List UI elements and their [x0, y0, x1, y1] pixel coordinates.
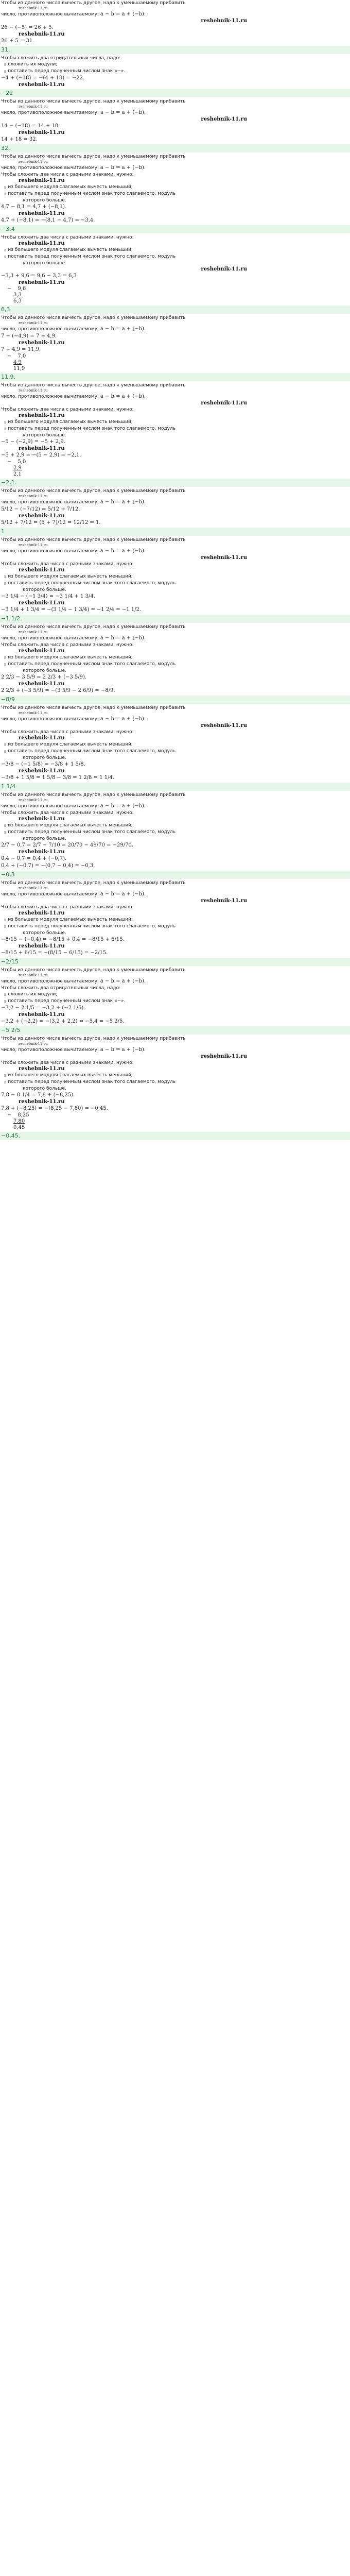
equation-line: −3,2 + (−2,2) = −(3,2 + 2,2) = −5,4 = −5 2/5. [1, 1019, 125, 1024]
watermark-small: reshebnik-11.ru [19, 543, 48, 547]
rule-formula: a − b = a + (−b). [100, 110, 146, 115]
watermark-line [0, 211, 350, 217]
column-value: 5,0 [18, 459, 26, 465]
watermark-line [0, 400, 350, 406]
rule-text: Чтобы из данного числа вычесть другое, надо к уменьшаемому прибавить [1, 154, 186, 159]
rule-text [0, 164, 350, 172]
rule-bullet: ▯ из большего модуля слагаемых вычесть меньший; [0, 741, 350, 748]
rule-text: Чтобы из данного числа вычесть другое, надо к уменьшаемому прибавить [1, 1036, 186, 1041]
watermark-line [0, 555, 350, 561]
column-calculation [0, 286, 350, 304]
solution-4 [0, 154, 350, 233]
watermark-line [0, 723, 350, 729]
watermark-line [0, 816, 350, 822]
rule-text [0, 635, 350, 642]
watermark-small: reshebnik-11.ru [19, 388, 48, 393]
subtraction-rule [0, 1036, 350, 1054]
watermark-line [0, 178, 350, 184]
answer-band: 31. [0, 46, 350, 54]
column-value: 9,6 [18, 286, 26, 292]
equation-line: 2 2/3 − 3 5/9 = 2 2/3 + (−3 5/9). [1, 674, 87, 680]
rule-text-part: число, противоположное вычитаемому: [1, 165, 100, 171]
column-value: 0,45 [13, 1125, 25, 1130]
answer-band: 32. [0, 144, 350, 152]
watermark: reshebnik-11.ru [201, 18, 247, 24]
equation-line: 26 + 5 = 31. [1, 38, 34, 44]
watermark-small: reshebnik-11.ru [19, 1042, 48, 1046]
rule-text: Чтобы сложить два отрицательных числа, надо: [1, 986, 121, 991]
equation-line: −3/8 − (−1 5/8) = −3/8 + 1 5/8. [1, 761, 85, 767]
equation-line: −8/15 + 6/15 = −(8/15 − 6/15) = −2/15. [1, 950, 108, 956]
different-signs-rule [0, 1060, 350, 1092]
column-row [7, 298, 350, 304]
watermark: reshebnik-11.ru [19, 768, 65, 774]
watermark: reshebnik-11.ru [201, 400, 247, 406]
equation-line: 0,4 + (−0,7) = −(0,7 − 0,4) = −0,3. [1, 863, 95, 869]
watermark-line [0, 849, 350, 855]
rule-text: Чтобы из данного числа вычесть другое, надо к уменьшаемому прибавить [1, 488, 186, 494]
subtraction-rule [0, 315, 350, 333]
answer-band: −1 1/2. [0, 615, 350, 623]
rule-text: Чтобы из данного числа вычесть другое, надо к уменьшаемому прибавить [1, 1, 186, 6]
different-signs-rule [0, 561, 350, 593]
rule-text-part: число, противоположное вычитаемому: [1, 394, 100, 399]
watermark: reshebnik-11.ru [19, 816, 65, 822]
watermark-small: reshebnik-11.ru [19, 6, 48, 10]
rule-text: Чтобы сложить два числа с разными знаками, нужно: [1, 810, 134, 816]
rule-text [0, 499, 350, 506]
watermark: reshebnik-11.ru [19, 735, 65, 741]
equation-line: −5 − (−2,9) = −5 + 2,9. [1, 439, 65, 445]
solution-12 [0, 792, 350, 879]
subtraction-rule [0, 792, 350, 810]
rule-bullet: ▯ из большего модуля слагаемых вычесть меньший; [0, 247, 350, 253]
subtraction-rule [0, 537, 350, 555]
rule-text-part: число, противоположное вычитаемому: [1, 804, 100, 809]
watermark-small: reshebnik-11.ru [19, 798, 48, 802]
rule-text [0, 326, 350, 333]
watermark-small: reshebnik-11.ru [19, 886, 48, 890]
rule-text [0, 11, 350, 18]
equation-line: −3 1/4 + 1 3/4 = −(3 1/4 − 1 3/4) = −1 2/4 = −1 1/2. [1, 607, 141, 613]
rule-bullet: ▯ поставить перед полученным числом знак того слагаемого, модуль [0, 1079, 350, 1086]
answer-band: 11,9. [0, 373, 350, 381]
rule-bullet: ▯ поставить перед полученным числом знак того слагаемого, модуль [0, 829, 350, 836]
rule-bullet: ▯ поставить перед полученным числом знак того слагаемого, модуль [0, 253, 350, 260]
answer-band: −3,4 [0, 225, 350, 233]
rule-text-part: число, противоположное вычитаемому: [1, 549, 100, 554]
equation-line: 26 − (−5) = 26 + 5. [1, 25, 54, 30]
equation-line: 0,4 − 0,7 = 0,4 + (−0,7). [1, 856, 67, 861]
watermark: reshebnik-11.ru [201, 1054, 247, 1059]
answer-band: −2,1. [0, 479, 350, 487]
solution-13 [0, 880, 350, 966]
equation-line: −3/8 + 1 5/8 = 1 5/8 − 3/8 = 1 2/8 = 1 1/4. [1, 775, 114, 781]
watermark: reshebnik-11.ru [19, 340, 65, 346]
different-signs-rule [0, 729, 350, 761]
watermark: reshebnik-11.ru [19, 849, 65, 855]
rule-bullet-cont: которого больше. [23, 668, 66, 673]
rule-bullet: ▯ поставить перед полученным числом знак того слагаемого, модуль [0, 426, 350, 432]
subtraction-rule [0, 880, 350, 898]
watermark: reshebnik-11.ru [19, 211, 65, 216]
column-calculation [0, 353, 350, 372]
subtraction-rule [0, 0, 350, 18]
rule-formula: a − b = a + (−b). [100, 11, 146, 17]
rule-text [0, 548, 350, 555]
rule-formula: a − b = a + (−b). [100, 394, 146, 399]
watermark-line [0, 943, 350, 950]
watermark-line [0, 266, 350, 273]
rule-text: Чтобы сложить два числа с разными знаками, нужно: [1, 642, 134, 648]
rule-text [0, 109, 350, 116]
watermark-line [0, 241, 350, 247]
solution-14 [0, 967, 350, 1035]
column-value: 2,1 [13, 471, 22, 477]
answer-band: −2/15 [0, 958, 350, 966]
watermark-line [0, 600, 350, 606]
watermark: reshebnik-11.ru [201, 723, 247, 728]
rule-bullet: ▯ из большего модуля слагаемых вычесть меньший; [0, 419, 350, 426]
solution-8 [0, 488, 350, 536]
column-value: 2,9 [13, 465, 22, 471]
watermark-line [0, 681, 350, 687]
rule-text: Чтобы из данного числа вычесть другое, надо к уменьшаемому прибавить [1, 537, 186, 543]
equation-line: 7,8 − 8 1/4 = 7,8 + (−8,25). [1, 1092, 75, 1098]
rule-bullet: ▯ из большего модуля слагаемых вычесть меньший; [0, 654, 350, 661]
column-row [7, 292, 350, 298]
solution-9 [0, 537, 350, 623]
watermark-small: reshebnik-11.ru [19, 973, 48, 977]
different-signs-rule [0, 810, 350, 842]
watermark-line [0, 280, 350, 286]
column-row [7, 1112, 350, 1118]
watermark: reshebnik-11.ru [19, 943, 65, 949]
different-signs-rule [0, 234, 350, 266]
rule-text-part: число, противоположное вычитаемому: [1, 979, 100, 984]
column-calculation [0, 459, 350, 478]
equation-line: −3 1/4 − (−1 3/4) = −3 1/4 + 1 3/4. [1, 594, 95, 599]
rule-text: Чтобы из данного числа вычесть другое, надо к уменьшаемому прибавить [1, 968, 186, 973]
rule-text: Чтобы сложить два числа с разными знаками, нужно: [1, 407, 134, 412]
rule-bullet: ▯ из большего модуля слагаемых вычесть меньший; [0, 822, 350, 829]
watermark-small: reshebnik-11.ru [19, 160, 48, 164]
solution-3 [0, 98, 350, 152]
rule-text: Чтобы из данного числа вычесть другое, надо к уменьшаемому прибавить [1, 383, 186, 388]
column-row [7, 471, 350, 478]
column-operator: − [7, 459, 12, 465]
rule-formula: a − b = a + (−b). [100, 165, 146, 171]
rule-text: Чтобы из данного числа вычесть другое, надо к уменьшаемому прибавить [1, 624, 186, 630]
watermark: reshebnik-11.ru [19, 1012, 65, 1018]
watermark-line [0, 130, 350, 136]
negative-addition-rule [0, 985, 350, 1005]
watermark-small: reshebnik-11.ru [19, 711, 48, 715]
rule-bullet: ▯ сложить их модули; [0, 991, 350, 998]
answer-band: −8/9 [0, 696, 350, 704]
rule-text-part: число, противоположное вычитаемому: [1, 636, 100, 641]
rule-text: Чтобы сложить два числа с разными знаками, нужно: [1, 235, 134, 240]
rule-bullet: ▯ из большего модуля слагаемых вычесть меньший; [0, 573, 350, 580]
watermark: reshebnik-11.ru [19, 513, 65, 519]
subtraction-rule [0, 705, 350, 723]
rule-formula: a − b = a + (−b). [100, 499, 146, 505]
answer-band: −0,45. [0, 1132, 350, 1140]
solution-5 [0, 234, 350, 314]
watermark: reshebnik-11.ru [19, 130, 65, 135]
column-row [7, 1125, 350, 1131]
equation-line: −4 + (−18) = −(4 + 18) = −22. [1, 75, 85, 81]
rule-bullet-cont: которого больше. [23, 261, 66, 266]
watermark-line [0, 82, 350, 88]
watermark: reshebnik-11.ru [19, 600, 65, 606]
watermark-line [0, 446, 350, 452]
rule-text: Чтобы сложить два числа с разными знаками, нужно: [1, 905, 134, 910]
rule-text: Чтобы из данного числа вычесть другое, надо к уменьшаемому прибавить [1, 792, 186, 798]
watermark-line [0, 567, 350, 573]
watermark: reshebnik-11.ru [19, 178, 65, 183]
watermark-line [0, 898, 350, 904]
solution-10 [0, 624, 350, 704]
rule-text [0, 978, 350, 985]
watermark: reshebnik-11.ru [201, 898, 247, 904]
answer-band: −22 [0, 89, 350, 97]
rule-bullet: ▯ поставить перед полученным числом знак того слагаемого, модуль [0, 580, 350, 587]
rule-formula: a − b = a + (−b). [100, 716, 146, 722]
rule-bullet: ▯ из большего модуля слагаемых вычесть меньший; [0, 917, 350, 923]
watermark-line [0, 768, 350, 774]
watermark: reshebnik-11.ru [201, 555, 247, 561]
rule-bullet-cont: которого больше. [23, 433, 66, 438]
column-row [7, 360, 350, 366]
column-value: 7,80 [13, 1118, 25, 1124]
answer-band: 6,3 [0, 306, 350, 314]
rule-text: Чтобы сложить два числа с разными знаками, нужно: [1, 1060, 134, 1065]
column-operator: − [7, 286, 12, 292]
column-operator: − [7, 1112, 12, 1118]
watermark-line [0, 648, 350, 654]
equation-line: 4,7 − 8,1 = 4,7 + (−8,1). [1, 204, 67, 210]
equation-line: −5 + 2,9 = −(5 − 2,9) = −2,1. [1, 452, 81, 458]
watermark: reshebnik-11.ru [19, 910, 65, 916]
solution-2 [0, 55, 350, 97]
rule-text: Чтобы из данного числа вычесть другое, надо к уменьшаемому прибавить [1, 315, 186, 320]
subtraction-rule [0, 624, 350, 642]
rule-text [0, 803, 350, 810]
rule-text: Чтобы сложить два числа с разными знаками, нужно: [1, 730, 134, 735]
rule-bullet-cont: которого больше. [23, 1086, 66, 1091]
answer-band: 1 1/4 [0, 783, 350, 791]
watermark: reshebnik-11.ru [19, 1066, 65, 1072]
equation-line: 7,8 + (−8,25) = −(8,25 − 7,80) = −0,45. [1, 1106, 108, 1111]
equation-line: 2/7 − 0,7 = 2/7 − 7/10 = 20/70 − 49/70 = −29/70. [1, 842, 133, 848]
watermark: reshebnik-11.ru [19, 241, 65, 246]
watermark-line [0, 910, 350, 917]
rule-text: Чтобы из данного числа вычесть другое, надо к уменьшаемому прибавить [1, 99, 186, 104]
watermark-small: reshebnik-11.ru [19, 321, 48, 325]
solution-1 [0, 0, 350, 54]
equation-line: −3,2 − 2 1/5 = −3,2 + (−2 1/5). [1, 1005, 85, 1011]
column-row [7, 366, 350, 372]
solution-11 [0, 705, 350, 791]
column-value: 8,25 [18, 1112, 29, 1118]
column-operator: − [7, 353, 12, 359]
equation-line: 7 + 4,9 = 11,9. [1, 347, 41, 352]
equation-line: 14 − (−18) = 14 + 18. [1, 123, 60, 129]
rule-text [0, 393, 350, 400]
rule-bullet: ▯ сложить их модули; [0, 61, 350, 68]
rule-formula: a − b = a + (−b). [100, 803, 146, 809]
subtraction-rule [0, 488, 350, 506]
rule-formula: a − b = a + (−b). [100, 548, 146, 554]
rule-bullet-cont: которого больше. [23, 755, 66, 760]
equation-line: 5/12 − (−7/12) = 5/12 + 7/12. [1, 506, 80, 512]
column-value: 6,3 [13, 298, 22, 304]
rule-bullet: ▯ из большего модуля слагаемых вычесть меньший; [0, 184, 350, 191]
answer-band: −5 2/5 [0, 1026, 350, 1035]
column-row [7, 459, 350, 465]
rule-text-part: число, противоположное вычитаемому: [1, 892, 100, 897]
watermark-line [0, 31, 350, 38]
rule-text: Чтобы из данного числа вычесть другое, надо к уменьшаемому прибавить [1, 705, 186, 710]
rule-text-part: число, противоположное вычитаемому: [1, 327, 100, 332]
solution-7 [0, 382, 350, 487]
different-signs-rule [0, 904, 350, 936]
column-calculation [0, 1112, 350, 1131]
column-value: 3,3 [13, 292, 22, 298]
subtraction-rule [0, 382, 350, 400]
equation-line: 7 − (−4,9) = 7 + 4,9. [1, 333, 57, 339]
watermark-line [0, 413, 350, 419]
watermark-line [0, 1099, 350, 1105]
rule-text-part: число, противоположное вычитаемому: [1, 12, 100, 17]
column-value: 7,0 [18, 353, 26, 359]
rule-formula: a − b = a + (−b). [100, 891, 146, 897]
equation-line: 4,7 + (−8,1) = −(8,1 − 4,7) = −3,4. [1, 217, 95, 223]
watermark-small: reshebnik-11.ru [19, 630, 48, 634]
watermark-line [0, 1012, 350, 1018]
watermark-line [0, 1066, 350, 1072]
solution-15 [0, 1036, 350, 1140]
rule-text-part: число, противоположное вычитаемому: [1, 1047, 100, 1053]
watermark-line [0, 340, 350, 346]
rule-bullet-cont: которого больше. [23, 930, 66, 936]
different-signs-rule [0, 406, 350, 438]
watermark: reshebnik-11.ru [201, 116, 247, 122]
watermark-small: reshebnik-11.ru [19, 105, 48, 109]
rule-text: Чтобы из данного числа вычесть другое, надо к уменьшаемому прибавить [1, 880, 186, 886]
rule-text-part: число, противоположное вычитаемому: [1, 500, 100, 505]
equation-line: 14 + 18 = 32. [1, 137, 38, 142]
watermark: reshebnik-11.ru [19, 31, 65, 37]
watermark: reshebnik-11.ru [19, 681, 65, 687]
rule-text: Чтобы сложить два числа с разными знаками, нужно: [1, 172, 134, 177]
rule-text-part: число, противоположное вычитаемому: [1, 110, 100, 115]
column-row [7, 286, 350, 292]
watermark-small: reshebnik-11.ru [19, 494, 48, 498]
subtraction-rule [0, 98, 350, 116]
watermark: reshebnik-11.ru [19, 648, 65, 654]
equation-line: 5/12 + 7/12 = (5 + 7)/12 = 12/12 = 1. [1, 520, 101, 526]
different-signs-rule [0, 172, 350, 204]
rule-formula: a − b = a + (−b). [100, 1047, 146, 1053]
solution-6 [0, 315, 350, 381]
column-row [7, 353, 350, 360]
negative-addition-rule [0, 55, 350, 75]
watermark: reshebnik-11.ru [19, 413, 65, 418]
rule-text [0, 891, 350, 898]
column-row [7, 465, 350, 471]
rule-bullet: ▯ поставить перед полученным числом знак того слагаемого, модуль [0, 748, 350, 755]
rule-bullet-cont: которого больше. [23, 198, 66, 203]
watermark-line [0, 735, 350, 741]
rule-bullet-cont: которого больше. [23, 587, 66, 592]
watermark-line [0, 116, 350, 123]
different-signs-rule [0, 642, 350, 674]
rule-text-part: число, противоположное вычитаемому: [1, 717, 100, 722]
rule-formula: a − b = a + (−b). [100, 978, 146, 984]
watermark: reshebnik-11.ru [201, 266, 247, 272]
rule-bullet: ▯ поставить перед полученным числом знак «−». [0, 68, 350, 75]
column-value: 4,9 [13, 360, 22, 365]
equation-line: −8/15 − (−0,4) = −8/15 + 0,4 = −8/15 + 6/15. [1, 937, 125, 942]
watermark: reshebnik-11.ru [19, 567, 65, 573]
rule-bullet: ▯ поставить перед полученным числом знак «−». [0, 998, 350, 1005]
answer-band: −0,3 [0, 871, 350, 879]
subtraction-rule [0, 967, 350, 985]
watermark-line [0, 18, 350, 24]
rule-text [0, 1046, 350, 1054]
column-row [7, 1118, 350, 1125]
watermark: reshebnik-11.ru [19, 82, 65, 88]
answer-band: 1 [0, 528, 350, 536]
equation-line: 2 2/3 + (−3 5/9) = −(3 5/9 − 2 6/9) = −8/9. [1, 688, 115, 693]
equation-line: −3,3 + 9,6 = 9,6 − 3,3 = 6,3 [1, 273, 77, 279]
rule-bullet: ▯ из большего модуля слагаемых вычесть меньший; [0, 1072, 350, 1079]
rule-text: Чтобы сложить два отрицательных числа, надо: [1, 56, 121, 61]
watermark-line [0, 513, 350, 519]
watermark: reshebnik-11.ru [19, 1099, 65, 1105]
watermark-line [0, 1054, 350, 1060]
column-value: 11,9 [13, 366, 25, 371]
watermark: reshebnik-11.ru [19, 446, 65, 451]
watermark: reshebnik-11.ru [19, 280, 65, 285]
rule-text [0, 716, 350, 723]
rule-formula: a − b = a + (−b). [100, 635, 146, 641]
rule-bullet: ▯ поставить перед полученным числом знак того слагаемого, модуль [0, 923, 350, 930]
rule-formula: a − b = a + (−b). [100, 326, 146, 332]
rule-bullet: ▯ поставить перед полученным числом знак того слагаемого, модуль [0, 191, 350, 197]
subtraction-rule [0, 154, 350, 172]
rule-bullet: ▯ поставить перед полученным числом знак того слагаемого, модуль [0, 661, 350, 668]
rule-text: Чтобы сложить два числа с разными знаками, нужно: [1, 562, 134, 567]
rule-bullet-cont: которого больше. [23, 836, 66, 841]
